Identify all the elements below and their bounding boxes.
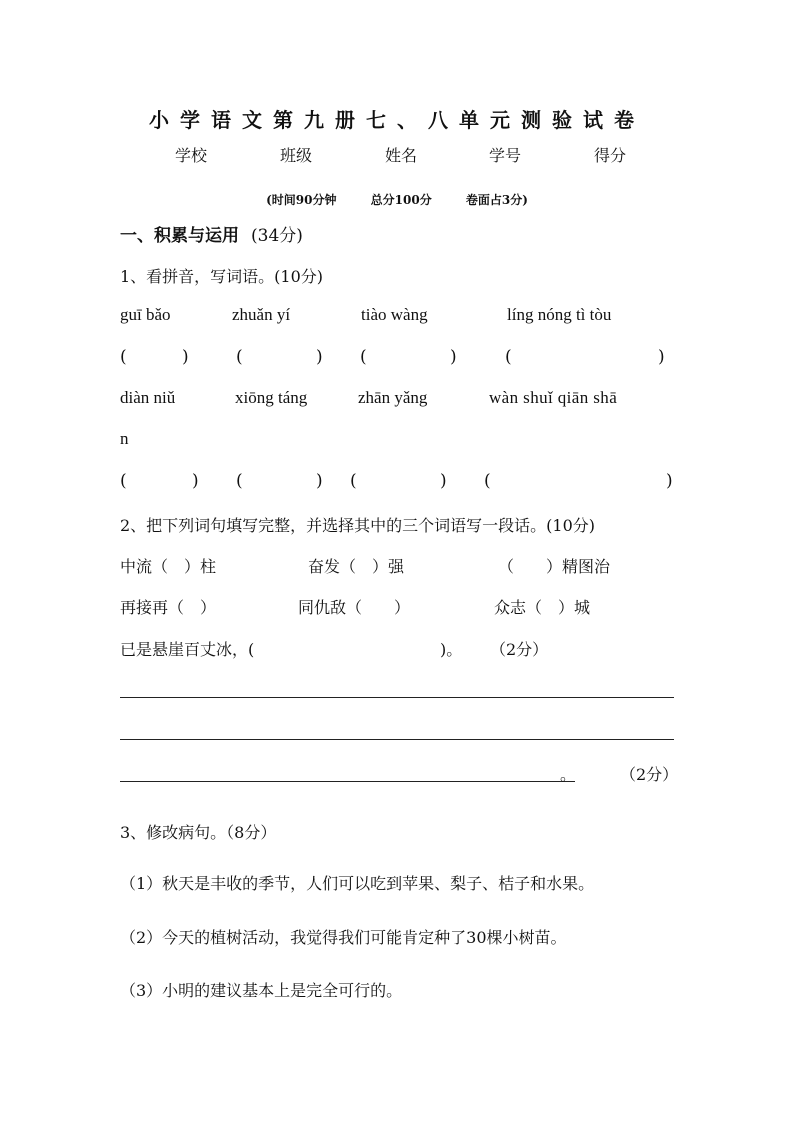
school-field-label: 学校: [175, 146, 208, 165]
idiom-fill-item: 中流（ ）柱: [120, 557, 217, 576]
answer-bracket-close: ): [666, 471, 673, 491]
pinyin-item: líng nóng tì tòu: [507, 305, 612, 324]
exam-title: 小学语文第九册七、八单元测验试卷: [149, 108, 645, 132]
answer-bracket-open: (: [350, 471, 357, 491]
pinyin-item: zhuǎn yí: [232, 305, 291, 324]
writing-line[interactable]: [120, 781, 575, 782]
section-points: (34分): [251, 226, 303, 246]
idiom-fill-item: 众志（ ）城: [494, 598, 591, 617]
sentence-correction-item: （2）今天的植树活动，我觉得我们可能肯定种了30棵小树苗。: [120, 928, 567, 947]
answer-bracket-close: ): [450, 347, 457, 367]
answer-bracket-close: ): [182, 347, 189, 367]
writing-line[interactable]: [120, 739, 674, 740]
answer-bracket-close: ): [316, 471, 323, 491]
answer-bracket-open: (: [360, 347, 367, 367]
answer-bracket-open: (: [236, 347, 243, 367]
question-2-prompt: 2、把下列词句填写完整，并选择其中的三个词语写一段话。(10分): [120, 516, 596, 535]
pinyin-item-wrap: n: [120, 429, 129, 448]
pinyin-item: diàn niǔ: [120, 388, 176, 407]
idiom-fill-item: 同仇敌（ ）: [298, 598, 411, 617]
exam-neatness-score: 卷面占3分): [465, 193, 528, 207]
section-heading: [120, 221, 303, 246]
sentence-correction-item: （3）小明的建议基本上是完全可行的。: [120, 981, 403, 1000]
answer-bracket-open: (: [236, 471, 243, 491]
poem-fill-sentence: 已是悬崖百丈冰，(: [120, 640, 255, 659]
writing-line-end: 。: [560, 765, 577, 784]
pinyin-item: tiào wàng: [361, 305, 428, 324]
name-field-label: 姓名: [385, 146, 418, 165]
answer-bracket-close: ): [440, 471, 447, 491]
exam-time: (时间90分钟: [266, 193, 337, 207]
pinyin-item: guī bǎo: [120, 305, 171, 324]
idiom-fill-item: 再接再（ ）: [120, 598, 217, 617]
class-field-label: 班级: [280, 146, 313, 165]
question-3-prompt: 3、修改病句。（8分）: [120, 823, 277, 842]
answer-bracket-open: (: [120, 471, 127, 491]
idiom-fill-item: （ ）精图治: [498, 557, 611, 576]
answer-bracket-open: (: [505, 347, 512, 367]
exam-note: [0, 191, 794, 208]
student-number-field-label: 学号: [489, 146, 522, 165]
writing-line[interactable]: [120, 697, 674, 698]
sentence-correction-item: （1）秋天是丰收的季节，人们可以吃到苹果、梨子、桔子和水果。: [120, 874, 595, 893]
poem-fill-sentence-end: )。: [440, 640, 463, 659]
answer-bracket-open: (: [120, 347, 127, 367]
writing-points: （2分）: [620, 765, 679, 784]
answer-bracket-close: ): [658, 347, 665, 367]
pinyin-item: zhān yǎng: [358, 388, 428, 407]
pinyin-item: wàn shuǐ qiān shā: [489, 388, 618, 407]
idiom-fill-item: 奋发（ ）强: [308, 557, 405, 576]
question-1-prompt: 1、看拼音，写词语。(10分): [120, 267, 324, 286]
section-label: 一、积累与运用: [120, 226, 239, 246]
answer-bracket-close: ): [192, 471, 199, 491]
score-field-label: 得分: [594, 146, 627, 165]
answer-bracket-open: (: [484, 471, 491, 491]
pinyin-item: xiōng táng: [235, 388, 308, 407]
poem-fill-points: （2分）: [490, 640, 549, 659]
answer-bracket-close: ): [316, 347, 323, 367]
exam-total-score: 总分100分: [370, 193, 432, 207]
